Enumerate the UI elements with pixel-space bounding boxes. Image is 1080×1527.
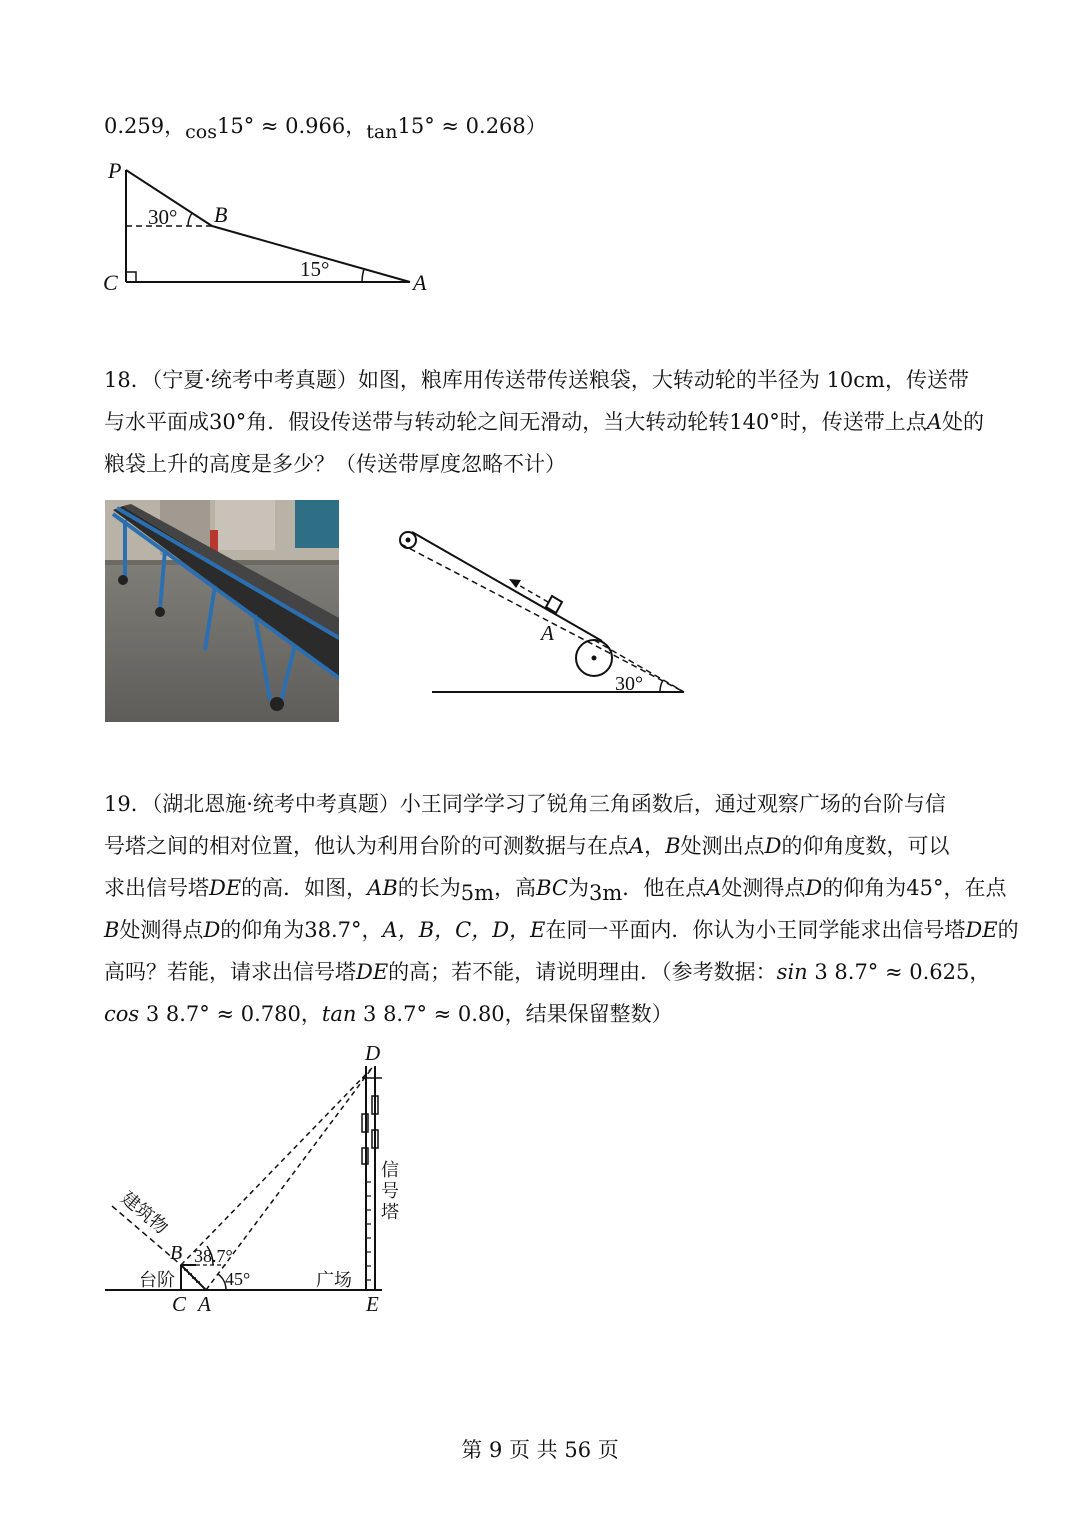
q19-l3-b: 的高．如图， [241,876,368,900]
label-steps: 台阶 [139,1270,175,1290]
q19-l5-c: 3 8.7° ≈ 0.625， [807,960,991,984]
q19-l2-c: 的仰角度数，可以 [781,834,950,858]
q19-l5-b: 的高；若不能，请说明理由．（参考数据： [388,960,777,984]
right-angle-c [126,272,136,282]
label-tower-2: 号 [381,1181,399,1201]
q19-l3-d: ，高 [494,876,537,900]
q19-l3-f: ．他在点 [622,876,707,900]
q19-l2-var-a: A [629,834,645,858]
q19-l4-b: 的仰角为38.7°， [220,918,383,942]
q19-l4-points: A，B，C，D，E [382,918,546,942]
q19-l5-sin: sin [776,960,808,984]
angle-arc-a [362,269,364,282]
label-tower-1: 信 [381,1160,399,1180]
ref-sin-value: 0.259， [104,114,186,138]
q19-l2-var-b: B [665,834,681,858]
angle-label-30-18: 30° [615,673,643,695]
label-b-19: B [170,1242,183,1264]
q19-l3-g: 处测得点 [721,876,806,900]
q19-l3-e: 为 [567,876,589,900]
q19-l3-a: 求出信号塔 [104,876,209,900]
tan-value: ≈ 0.268） [434,114,547,138]
label-tower-3: 塔 [381,1202,399,1222]
q19-l3-3m: 3m [588,881,623,905]
q19-line-6 [104,999,673,1029]
label-e-19: E [366,1292,379,1316]
q19-l6-a: 3 8.7° ≈ 0.780， [139,1002,322,1026]
q19-line-1: 19．（湖北恩施·统考中考真题）小王同学学习了锐角三角函数后，通过观察广场的台阶与信 [104,792,946,816]
label-building: 建筑物 [117,1187,172,1238]
cos-fn: cos [185,121,217,143]
q19-l6-b: 3 8.7° ≈ 0.80，结果保留整数） [356,1002,673,1026]
q19-l3-var-d: D [805,876,823,900]
q19-l4-d: 的 [997,918,1019,942]
q19-line-2 [104,831,949,861]
label-b: B [214,202,228,227]
q19-l3-5m: 5m [460,881,495,905]
q19-l4-de: DE [965,918,998,942]
cos-arg: 15° [216,114,255,138]
q19-l6-tan: tan [321,1002,357,1026]
label-a-19: A [198,1292,211,1316]
q18-line-2-end: 处的 [941,410,984,434]
q19-l2-var-d: D [764,834,782,858]
q19-l5-a: 高吗？若能，请求出信号塔 [104,960,356,984]
page-footer: 第 9 页 共 56 页 [461,1438,619,1462]
cos-value: ≈ 0.966， [254,114,367,138]
q18-var-a: A [926,410,942,434]
q18-line-3: 粮袋上升的高度是多少？（传送带厚度忽略不计） [104,452,566,476]
angle-label-387: 38.7° [194,1246,233,1266]
q19-l3-c: 的长为 [397,876,461,900]
angle-label-45: 45° [225,1269,251,1289]
label-d-19: D [365,1041,381,1065]
tan-arg: 15° [397,114,435,138]
q19-l3-ab: AB [367,876,398,900]
label-p: P [108,158,122,183]
tan-fn: tan [366,121,398,143]
conveyor-photo-drawing [105,500,339,722]
angle-label-15: 15° [300,257,330,281]
q19-l3-var-a: A [706,876,722,900]
q19-l3-h: 的仰角为45°，在点 [822,876,1007,900]
q19-l3-bc: BC [536,876,568,900]
q19-l4-var-b: B [104,918,120,942]
q19-l6-cos: cos [104,1002,140,1026]
q18-line-2 [104,407,984,437]
label-plaza: 广场 [316,1270,352,1290]
label-a-18: A [541,621,554,645]
angle-arc-b [188,213,192,226]
label-a: A [413,270,427,295]
angle-label-30: 30° [148,205,178,229]
q18-line-1: 18．（宁夏·统考中考真题）如图，粮库用传送带传送粮袋，大转动轮的半径为 10cm，传送带 [104,368,969,392]
q18-line-2-text: 与水平面成30°角．假设传送带与转动轮之间无滑动，当大转动轮转140°时，传送带上点 [104,410,927,434]
q19-line-5 [104,957,990,987]
q19-l5-de: DE [356,960,389,984]
q19-l3-de: DE [209,876,242,900]
q19-l2-b: 处测出点 [680,834,765,858]
q19-l2-a: 号塔之间的相对位置，他认为利用台阶的可测数据与在点 [104,834,629,858]
q19-l4-a: 处测得点 [119,918,204,942]
q19-l4-var-d: D [203,918,221,942]
label-c-19: C [172,1292,187,1316]
q19-l4-c: 在同一平面内．你认为小王同学能求出信号塔 [545,918,966,942]
q19-l2-sep: ， [644,834,666,858]
q19-line-3 [104,873,1006,903]
q19-line-4 [104,915,1019,945]
conveyor-photo [105,500,339,722]
label-c: C [103,270,118,295]
